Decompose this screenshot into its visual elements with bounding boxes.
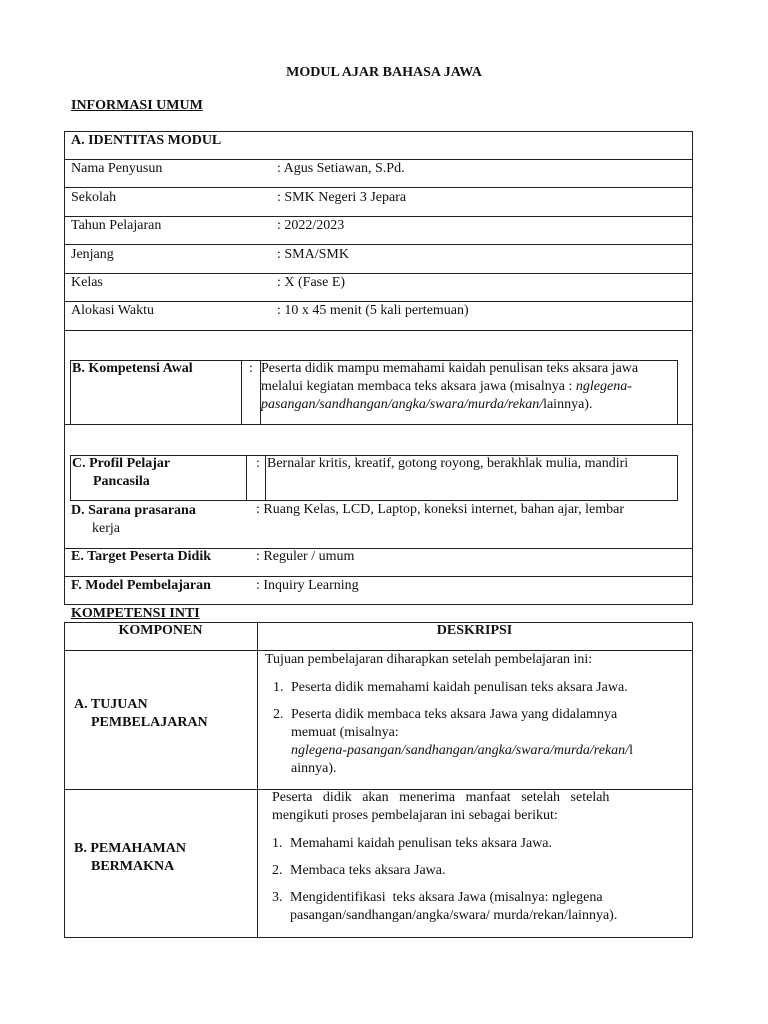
label-tahun-pelajaran: Tahun Pelajaran bbox=[71, 218, 162, 233]
section-kompetensi-inti: KOMPETENSI INTI bbox=[71, 606, 200, 621]
profil-pelajar-colon: : bbox=[256, 456, 260, 471]
section-informasi-umum: INFORMASI UMUM bbox=[71, 98, 203, 113]
value-jenjang: : SMA/SMK bbox=[277, 247, 349, 262]
pemahaman-item-1: 1. Memahami kaidah penulisan teks aksara Jawa. bbox=[272, 836, 553, 851]
profil-pelajar-label: C. Profil Pelajar Pancasila bbox=[72, 456, 171, 489]
value-kelas: : X (Fase E) bbox=[277, 275, 346, 290]
value-tahun-pelajaran: : 2022/2023 bbox=[277, 218, 345, 233]
label-alokasi-waktu: Alokasi Waktu bbox=[71, 303, 154, 318]
pemahaman-deskripsi: Peserta didik akan menerima manfaat setelah setelah mengikuti proses pembelajaran ini sebagai berikut: 1. Memahami kaidah penulisan teks aksara Jawa. 2. Membaca teks aksara Jawa. 3. Mengidentifikasi teks aksara Jawa (misalnya: nglegena pasangan/sandhangan/angka/swara/ murda/rekan/lainnya). bbox=[272, 789, 687, 934]
header-komponen: KOMPONEN bbox=[118, 623, 203, 638]
header-deskripsi: DESKRIPSI bbox=[436, 623, 513, 638]
tujuan-deskripsi: Tujuan pembelajaran diharapkan setelah pembelajaran ini: 1. Peserta didik memahami kaidah penulisan teks aksara Jawa. 2. Peserta didik membaca teks aksara Jawa yang didalamnya memuat (misalnya: nglegena-pasangan/sandhangan/angka/swara/murda/rekan/l ainnya). bbox=[265, 651, 685, 787]
target-value: : Reguler / umum bbox=[256, 549, 355, 564]
sarana-value: : Ruang Kelas, LCD, Laptop, koneksi internet, bahan ajar, lembar bbox=[256, 502, 624, 517]
label-sekolah: Sekolah bbox=[71, 190, 117, 205]
profil-pelajar-text: Bernalar kritis, kreatif, gotong royong, berakhlak mulia, mandiri bbox=[267, 456, 629, 471]
tujuan-item-2: 2. Peserta didik membaca teks aksara Jawa yang didalamnya memuat (misalnya: nglegena-pasangan/sandhangan/angka/swara/murda/rekan/l ainnya). bbox=[273, 707, 633, 776]
value-alokasi-waktu: : 10 x 45 menit (5 kali pertemuan) bbox=[277, 303, 469, 318]
pemahaman-item-2: 2. Membaca teks aksara Jawa. bbox=[272, 863, 446, 878]
model-value: : Inquiry Learning bbox=[256, 578, 359, 593]
value-nama-penyusun: : Agus Setiawan, S.Pd. bbox=[277, 161, 405, 176]
sarana-label: D. Sarana prasarana kerja bbox=[71, 503, 196, 536]
label-jenjang: Jenjang bbox=[71, 247, 114, 262]
target-label: E. Target Peserta Didik bbox=[71, 549, 211, 564]
kompetensi-awal-label: B. Kompetensi Awal bbox=[72, 361, 193, 376]
label-nama-penyusun: Nama Penyusun bbox=[71, 161, 163, 176]
kompetensi-awal-colon: : bbox=[249, 361, 253, 376]
pemahaman-label: B. PEMAHAMAN BERMAKNA bbox=[74, 841, 186, 874]
label-kelas: Kelas bbox=[71, 275, 103, 290]
model-label: F. Model Pembelajaran bbox=[71, 578, 211, 593]
tujuan-item-1: 1. Peserta didik memahami kaidah penulisan teks aksara Jawa. bbox=[273, 680, 628, 695]
document-title: MODUL AJAR BAHASA JAWA bbox=[286, 65, 482, 80]
kompetensi-awal-text: Peserta didik mampu memahami kaidah penulisan teks aksara jawa melalui kegiatan membaca teks aksara jawa (misalnya : nglegena- pasangan/sandhangan/angka/swara/murda/rekan/lainnya). bbox=[261, 361, 639, 412]
value-sekolah: : SMK Negeri 3 Jepara bbox=[277, 190, 407, 205]
identitas-header: A. IDENTITAS MODUL bbox=[71, 133, 222, 148]
pemahaman-item-3: 3. Mengidentifikasi teks aksara Jawa (misalnya: nglegena pasangan/sandhangan/angka/swara/ murda/rekan/lainnya). bbox=[272, 890, 618, 923]
tujuan-label: A. TUJUAN PEMBELAJARAN bbox=[74, 697, 208, 730]
